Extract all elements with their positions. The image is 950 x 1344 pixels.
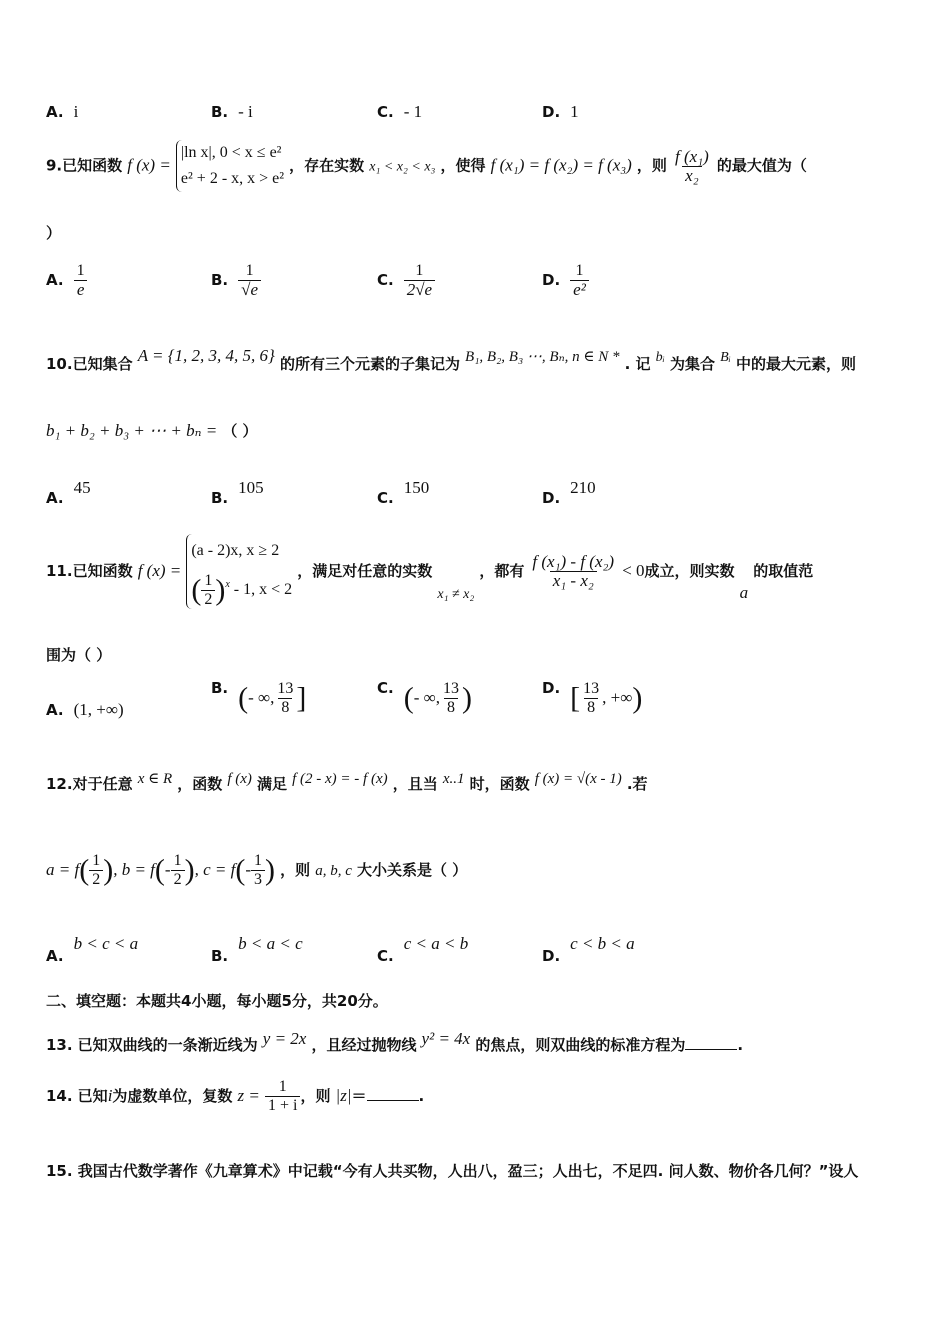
q12-option-c[interactable]: C.c < a < b	[377, 934, 469, 965]
q8-option-c[interactable]: C. - 1	[377, 102, 423, 121]
q8-option-b[interactable]: B. - i	[211, 102, 253, 121]
q8-option-a[interactable]: A. i	[46, 102, 79, 121]
q9-option-a[interactable]: A. $\frac{1}{e}$	[46, 262, 88, 299]
q11-option-a[interactable]: A. (1, +∞)	[46, 700, 124, 719]
q11-option-d[interactable]: D. [ $\frac{13}{8}$ , +∞)	[542, 679, 643, 716]
q9-option-b[interactable]: B. $\frac{1}{√e}$	[211, 262, 261, 299]
q11-inequality: $\frac{\text{f (x₁) - f (x₂)}}{\text{x₁ - x₂}}$	[532, 551, 615, 590]
q9-option-c[interactable]: C. $\frac{1}{2√e}$	[377, 262, 435, 299]
q13-answer-blank[interactable]	[685, 1035, 737, 1050]
q10-option-d[interactable]: D.210	[542, 478, 596, 507]
q10-option-a[interactable]: A.45	[46, 478, 91, 507]
q14-stem: 14. 已知i为虚数单位，复数 z = $\frac{1}{1 + i}$ ，则 |z|＝ .	[46, 1078, 425, 1114]
q11-stem: 11.已知函数 f (x) = (a - 2)x, x ≥ 2 ( $\frac{1}{2}$ )$^x$ - 1, x < 2 ，满足对任意的实数 x₁ ≠ x₂ ，都有 $\frac{\text{f (x₁) - f (x₂)}}{\text{x₁ - x₂}}$ < 0成立，则实数 a 的取值范	[46, 534, 910, 609]
q12-option-d[interactable]: D.c < b < a	[542, 934, 635, 965]
q10-sum: b₁ + b₂ + b₃ + ⋯ + bₙ = （ ）	[46, 421, 258, 440]
q9-option-d[interactable]: D. $\frac{1}{\text{e²}}$	[542, 262, 589, 299]
q9-piecewise: |ln x|, 0 < x ≤ e² e² + 2 - x, x > e²	[176, 140, 284, 192]
q12-definitions: a = f( $\frac{1}{2}$ ), b = f(- $\frac{1}{2}$ ), c = f(- $\frac{1}{3}$ ) ，则 a, b, c 大小关系是（ ）	[46, 852, 468, 888]
section-heading-fill-in: 二、填空题：本题共4小题，每小题5分，共20分。	[46, 992, 388, 1010]
q11-piecewise: (a - 2)x, x ≥ 2 ( $\frac{1}{2}$ )$^x$ - 1, x < 2	[186, 534, 292, 609]
q9-close: ）	[46, 224, 62, 242]
q8-option-d[interactable]: D. 1	[542, 102, 579, 121]
q12-option-b[interactable]: B.b < a < c	[211, 934, 303, 965]
q14-answer-blank[interactable]	[367, 1086, 419, 1101]
q13-stem: 13. 已知双曲线的一条渐近线为 y = 2x ，且经过抛物线 y² = 4x 的焦点，则双曲线的标准方程为 .	[46, 1029, 744, 1054]
q10-option-c[interactable]: C.150	[377, 478, 430, 507]
q12-option-a[interactable]: A.b < c < a	[46, 934, 139, 965]
q11-option-c[interactable]: C. (- ∞, $\frac{13}{8}$ )	[377, 679, 472, 716]
q11-stem-end: 围为（ ）	[46, 646, 112, 664]
q9-ratio: $\frac{\text{f (x₁)}}{\text{x₂}}$	[675, 146, 709, 185]
q15-stem: 15. 我国古代数学著作《九章算术》中记载“今有人共买物，人出八，盈三；人出七，不足四. 问人数、物价各几何？”设人	[46, 1162, 859, 1180]
q10-option-b[interactable]: B.105	[211, 478, 264, 507]
q9-stem: 9.已知函数 f (x) = |ln x|, 0 < x ≤ e² e² + 2 - x, x > e² ，存在实数 x₁ < x₂ < x₃ ，使得 f (x₁) = f (x₂) = f (x₃) ，则 $\frac{\text{f (x₁)}}{\text{x₂}}$ 的最大值为（	[46, 140, 910, 192]
q11-option-b[interactable]: B. (- ∞, $\frac{13}{8}$ ]	[211, 679, 307, 716]
q12-stem: 12.对于任意 x ∈ R ，函数 f (x) 满足 f (2 - x) = - f (x) ，且当 x..1 时，函数 f (x) = √(x - 1) .若	[46, 771, 648, 793]
q10-stem: 10.已知集合 A = {1, 2, 3, 4, 5, 6} 的所有三个元素的子集记为 B₁, B₂, B₃ ⋯, Bₙ, n ∈ N * . 记 bᵢ 为集合 Bᵢ 中的最大元素，则	[46, 346, 856, 373]
